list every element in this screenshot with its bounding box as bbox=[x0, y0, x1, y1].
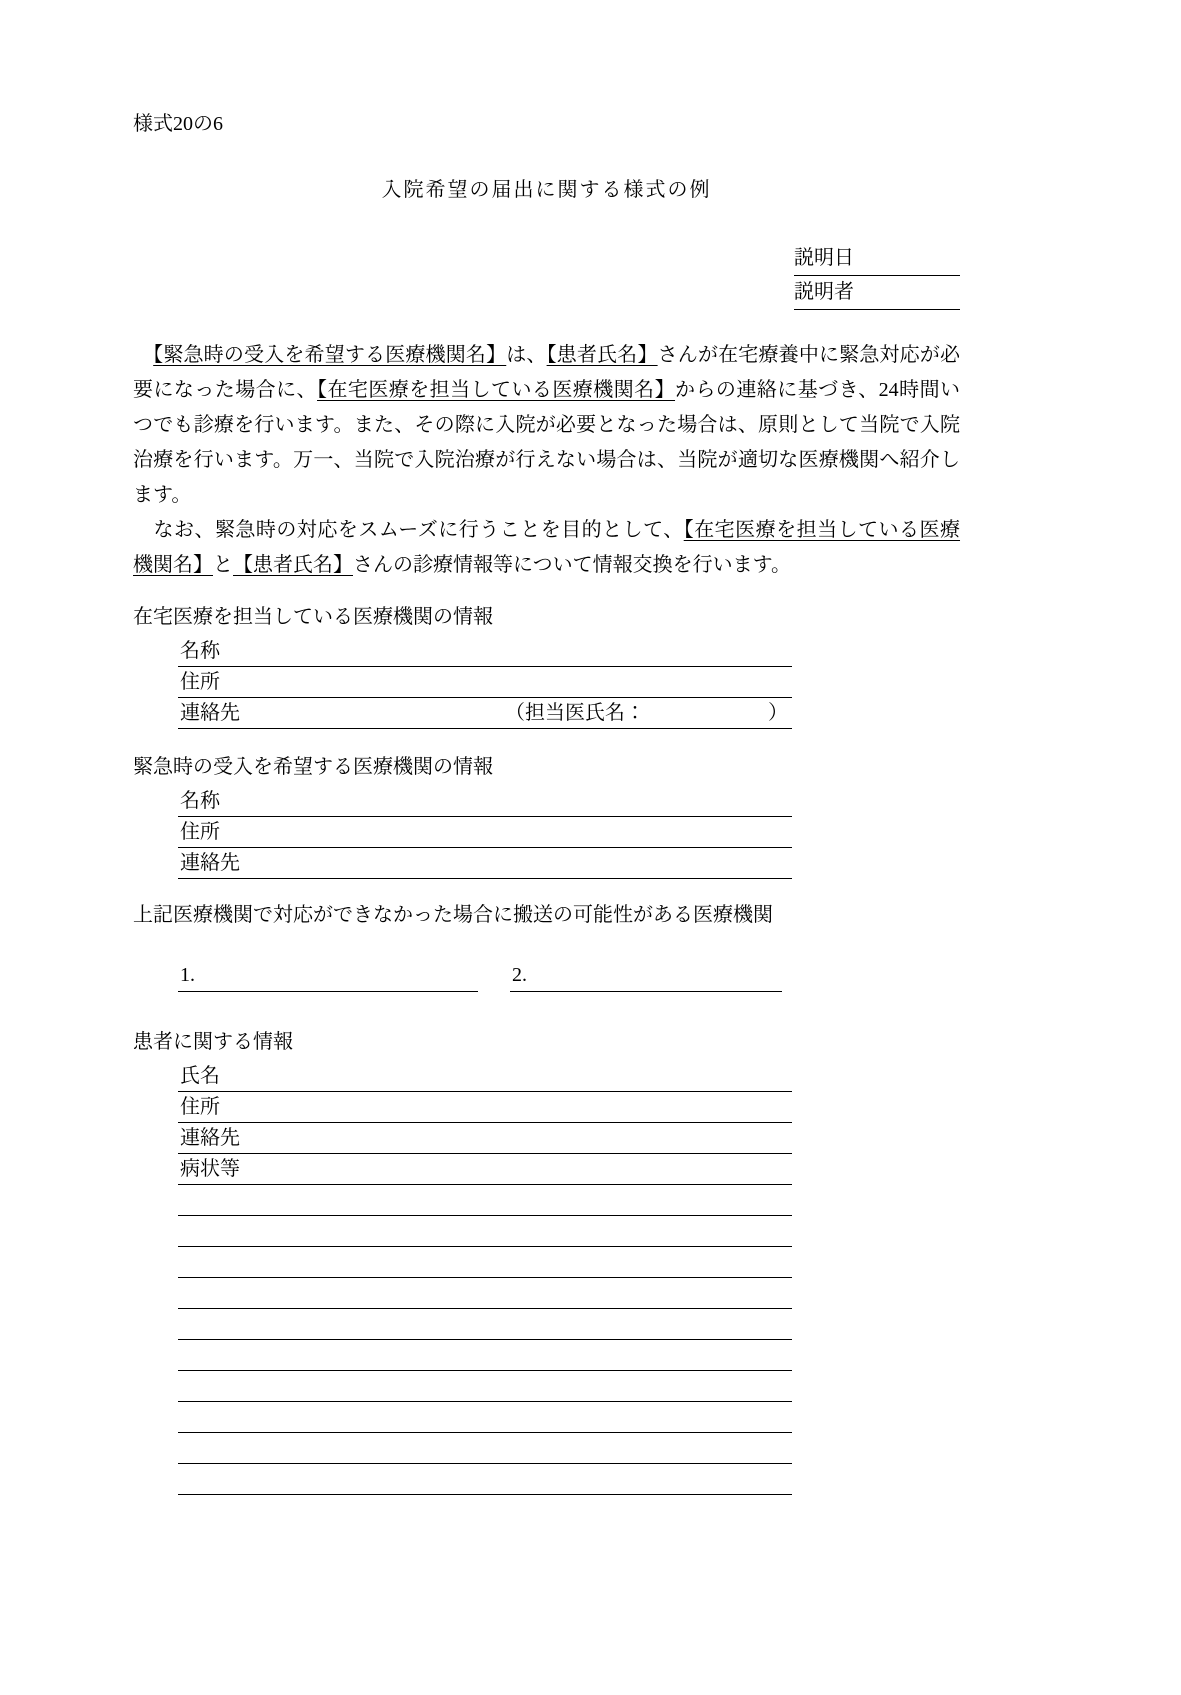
form-number: 様式20の6 bbox=[133, 113, 223, 135]
field-rows bbox=[178, 786, 792, 879]
blank-line bbox=[178, 1278, 792, 1309]
blank-line bbox=[178, 1433, 792, 1464]
field-rows bbox=[178, 1061, 792, 1495]
field-label: 名称 bbox=[180, 640, 220, 662]
text-run: からの連絡に基づき、24時間いつでも診療を行います。また、その際に入院が必要となった場合は、原則として当院で入院治療を行います。万一、当院で入院治療が行えない場合は、当院が適切な医療機関へ紹介します。 bbox=[133, 379, 961, 506]
field-row-contact bbox=[178, 1123, 792, 1154]
section-transfer-fallback-hospitals bbox=[133, 901, 960, 992]
field-row-address bbox=[178, 1092, 792, 1123]
blank-line bbox=[178, 1371, 792, 1402]
meta-field-label: 説明日 bbox=[794, 247, 854, 269]
field-row-name bbox=[178, 636, 792, 667]
attending-doctor-note: （担当医氏名： bbox=[505, 702, 645, 724]
numbered-blanks bbox=[178, 959, 960, 992]
text-run: さんが在宅療養中に緊急対応が必要になった場合に、 bbox=[133, 344, 961, 401]
paragraph-emergency-response bbox=[133, 338, 960, 513]
section-heading: 緊急時の受入を希望する医療機関の情報 bbox=[133, 756, 493, 778]
underlined-placeholder-ref: 【患者氏名】 bbox=[546, 344, 658, 366]
blank-line bbox=[178, 1185, 792, 1216]
numbered-blank-2 bbox=[510, 959, 782, 992]
field-row-symptoms bbox=[178, 1154, 792, 1185]
section-heading: 上記医療機関で対応ができなかった場合に搬送の可能性がある医療機関 bbox=[133, 904, 773, 926]
meta-fields bbox=[133, 242, 960, 310]
field-row-contact bbox=[178, 848, 792, 879]
underlined-placeholder-ref: 【在宅医療を担当している医療機関名】 bbox=[317, 379, 676, 401]
field-label: 連絡先 bbox=[180, 1127, 240, 1149]
text-run: は、 bbox=[506, 344, 547, 366]
section-heading: 在宅医療を担当している医療機関の情報 bbox=[133, 606, 493, 628]
section-home-care-provider-info bbox=[133, 603, 960, 729]
field-rows bbox=[178, 636, 792, 729]
section-heading: 患者に関する情報 bbox=[133, 1031, 293, 1053]
attending-doctor-note-close: ） bbox=[768, 702, 788, 724]
form-sections bbox=[133, 603, 960, 1495]
underlined-placeholder-ref: 【在宅医療を担当している医療機関名】 bbox=[133, 519, 961, 576]
field-label: 名称 bbox=[180, 790, 220, 812]
section-emergency-acceptance-info bbox=[133, 753, 960, 879]
field-label: 病状等 bbox=[180, 1158, 240, 1180]
field-label: 住所 bbox=[180, 1096, 220, 1118]
meta-field-row bbox=[794, 276, 960, 310]
text-run: なお、緊急時の対応をスムーズに行うことを目的として、 bbox=[133, 519, 684, 541]
blank-line bbox=[178, 1309, 792, 1340]
meta-field-row bbox=[794, 242, 960, 276]
field-row-address bbox=[178, 667, 792, 698]
meta-field-label: 説明者 bbox=[794, 281, 854, 303]
text-run: と bbox=[213, 554, 233, 576]
blank-line bbox=[178, 1216, 792, 1247]
blank-line bbox=[178, 1402, 792, 1433]
field-row-name bbox=[178, 786, 792, 817]
field-label: 氏名 bbox=[180, 1065, 220, 1087]
field-row-contact bbox=[178, 698, 792, 729]
field-row-address bbox=[178, 817, 792, 848]
numbered-label: 1. bbox=[180, 964, 195, 986]
blank-line bbox=[178, 1464, 792, 1495]
underlined-placeholder-ref: 【緊急時の受入を希望する医療機関名】 bbox=[153, 344, 507, 366]
field-label: 連絡先 bbox=[180, 702, 240, 724]
underlined-placeholder-ref: 【患者氏名】 bbox=[233, 554, 353, 576]
field-row-name bbox=[178, 1061, 792, 1092]
field-label: 住所 bbox=[180, 671, 220, 693]
page-title: 入院希望の届出に関する様式の例 bbox=[381, 179, 712, 201]
blank-line bbox=[178, 1247, 792, 1278]
blank-line bbox=[178, 1340, 792, 1371]
numbered-blank-1 bbox=[178, 959, 478, 992]
paragraph-information-exchange bbox=[133, 513, 960, 583]
text-run bbox=[133, 344, 153, 366]
text-run: さんの診療情報等について情報交換を行います。 bbox=[353, 554, 791, 576]
section-patient-info bbox=[133, 1028, 960, 1495]
numbered-label: 2. bbox=[512, 964, 527, 986]
field-label: 住所 bbox=[180, 821, 220, 843]
field-label: 連絡先 bbox=[180, 852, 240, 874]
